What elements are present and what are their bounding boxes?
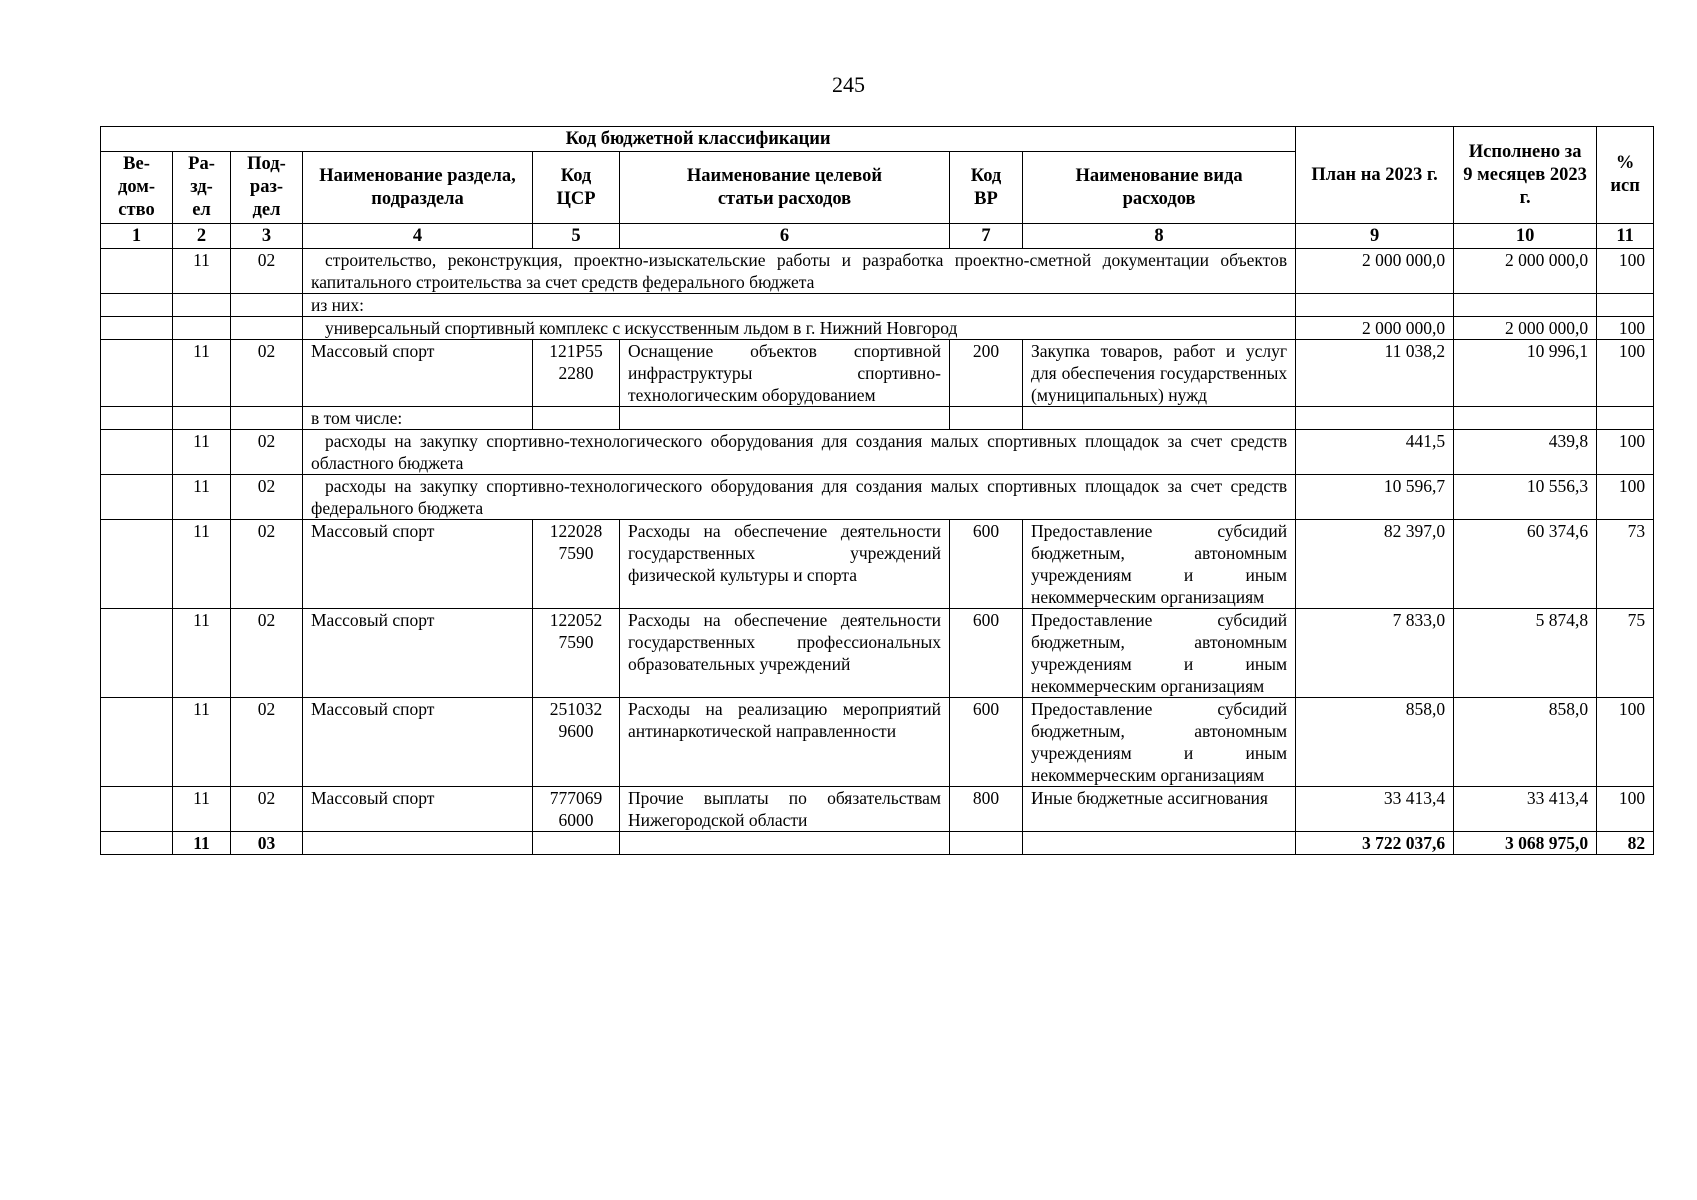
budget-table <box>100 126 1654 855</box>
razdel-cell: 11 <box>173 475 231 520</box>
total-done-cell: 3 068 975,0 <box>1454 832 1597 855</box>
podrazdel-cell: 02 <box>231 249 303 294</box>
kind-cell: Иные бюджетные ассигнования <box>1023 787 1296 832</box>
total-plan-cell: 3 722 037,6 <box>1296 832 1454 855</box>
section-cell: Массовый спорт <box>303 340 533 407</box>
empty-cell <box>1597 294 1654 317</box>
podrazdel-cell: 02 <box>231 787 303 832</box>
podrazdel-cell: 02 <box>231 698 303 787</box>
page-number: 245 <box>832 72 865 97</box>
empty-cell <box>101 317 173 340</box>
percent-cell: 100 <box>1597 340 1654 407</box>
col-number: 7 <box>950 224 1023 249</box>
percent-cell: 73 <box>1597 520 1654 609</box>
article-cell: Расходы на обеспечение деятельности государственных профессиональных образовательных учреждений <box>620 609 950 698</box>
col-number: 10 <box>1454 224 1597 249</box>
done-cell: 10 996,1 <box>1454 340 1597 407</box>
empty-cell <box>101 787 173 832</box>
col-5-header: Код ЦСР <box>533 152 620 224</box>
empty-cell <box>1597 407 1654 430</box>
table-row <box>101 249 1654 294</box>
plan-cell: 82 397,0 <box>1296 520 1454 609</box>
total-razdel-cell: 11 <box>173 832 231 855</box>
article-cell: Расходы на обеспечение деятельности государственных учреждений физической культуры и спорта <box>620 520 950 609</box>
empty-cell <box>1023 407 1296 430</box>
table-row <box>101 475 1654 520</box>
vedomstvo-cell <box>101 249 173 294</box>
empty-cell <box>101 294 173 317</box>
table-row <box>101 520 1654 609</box>
table-row <box>101 317 1654 340</box>
vr-cell: 600 <box>950 698 1023 787</box>
empty-cell <box>231 407 303 430</box>
empty-cell <box>620 832 950 855</box>
plan-cell: 7 833,0 <box>1296 609 1454 698</box>
plan-cell: 10 596,7 <box>1296 475 1454 520</box>
empty-cell <box>101 407 173 430</box>
col-3-header: Под- раз- дел <box>231 152 303 224</box>
col-number: 1 <box>101 224 173 249</box>
plan-cell: 441,5 <box>1296 430 1454 475</box>
section-cell: Массовый спорт <box>303 787 533 832</box>
col-number: 8 <box>1023 224 1296 249</box>
empty-cell <box>950 407 1023 430</box>
podrazdel-cell: 02 <box>231 430 303 475</box>
empty-cell <box>950 832 1023 855</box>
description-cell: из них: <box>303 294 1296 317</box>
razdel-cell: 11 <box>173 609 231 698</box>
percent-cell: 100 <box>1597 317 1654 340</box>
total-podrazdel-cell: 03 <box>231 832 303 855</box>
podrazdel-cell: 02 <box>231 340 303 407</box>
description-cell: универсальный спортивный комплекс с искусственным льдом в г. Нижний Новгород <box>303 317 1296 340</box>
razdel-cell: 11 <box>173 787 231 832</box>
plan-cell: 11 038,2 <box>1296 340 1454 407</box>
vr-cell: 600 <box>950 520 1023 609</box>
percent-cell: 100 <box>1597 787 1654 832</box>
header-group: Код бюджетной классификации <box>101 127 1296 152</box>
empty-cell <box>533 407 620 430</box>
col-1-header: Ве- дом- ство <box>101 152 173 224</box>
csr-cell: 777069 6000 <box>533 787 620 832</box>
empty-cell <box>101 698 173 787</box>
csr-cell: 122052 7590 <box>533 609 620 698</box>
column-number-row <box>101 224 1654 249</box>
empty-cell <box>101 520 173 609</box>
done-cell: 2 000 000,0 <box>1454 317 1597 340</box>
empty-cell <box>533 832 620 855</box>
section-cell: Массовый спорт <box>303 609 533 698</box>
description-cell: строительство, реконструкция, проектно-изыскательские работы и разработка проектно-сметной документации объектов капитального строительства за счет средств федерального бюджета <box>303 249 1296 294</box>
done-cell: 5 874,8 <box>1454 609 1597 698</box>
table-row <box>101 698 1654 787</box>
empty-cell <box>101 475 173 520</box>
razdel-cell: 11 <box>173 249 231 294</box>
total-percent-cell: 82 <box>1597 832 1654 855</box>
razdel-cell: 11 <box>173 520 231 609</box>
csr-cell: 251032 9600 <box>533 698 620 787</box>
kind-cell: Закупка товаров, работ и услуг для обеспечения государственных (муниципальных) нужд <box>1023 340 1296 407</box>
description-cell: расходы на закупку спортивно-технологического оборудования для создания малых спортивных площадок за счет средств федерального бюджета <box>303 475 1296 520</box>
vr-cell: 800 <box>950 787 1023 832</box>
vr-cell: 200 <box>950 340 1023 407</box>
razdel-cell: 11 <box>173 340 231 407</box>
article-cell: Оснащение объектов спортивной инфраструктуры спортивно-технологическим оборудованием <box>620 340 950 407</box>
col-number: 4 <box>303 224 533 249</box>
empty-cell <box>101 430 173 475</box>
col-6-header: Наименование целевой статьи расходов <box>620 152 950 224</box>
empty-cell <box>303 832 533 855</box>
razdel-cell: 11 <box>173 698 231 787</box>
section-cell: в том числе: <box>303 407 533 430</box>
empty-cell <box>1023 832 1296 855</box>
empty-cell <box>1296 407 1454 430</box>
podrazdel-cell: 02 <box>231 520 303 609</box>
col-number: 5 <box>533 224 620 249</box>
kind-cell: Предоставление субсидий бюджетным, автономным учреждениям и иным некоммерческим организациям <box>1023 609 1296 698</box>
empty-cell <box>1296 294 1454 317</box>
empty-cell <box>1454 294 1597 317</box>
description-cell: расходы на закупку спортивно-технологического оборудования для создания малых спортивных площадок за счет средств областного бюджета <box>303 430 1296 475</box>
table-row <box>101 340 1654 407</box>
empty-cell <box>620 407 950 430</box>
table-row <box>101 609 1654 698</box>
kind-cell: Предоставление субсидий бюджетным, автономным учреждениям и иным некоммерческим организациям <box>1023 698 1296 787</box>
done-cell: 858,0 <box>1454 698 1597 787</box>
col-8-header: Наименование вида расходов <box>1023 152 1296 224</box>
plan-cell: 858,0 <box>1296 698 1454 787</box>
section-cell: Массовый спорт <box>303 520 533 609</box>
percent-cell: 100 <box>1597 249 1654 294</box>
vr-cell: 600 <box>950 609 1023 698</box>
empty-cell <box>173 407 231 430</box>
table-row <box>101 787 1654 832</box>
col-7-header: Код ВР <box>950 152 1023 224</box>
total-row <box>101 832 1654 855</box>
article-cell: Расходы на реализацию мероприятий антинаркотической направленности <box>620 698 950 787</box>
empty-cell <box>173 294 231 317</box>
plan-cell: 33 413,4 <box>1296 787 1454 832</box>
razdel-cell: 11 <box>173 430 231 475</box>
csr-cell: 121P55 2280 <box>533 340 620 407</box>
col-4-header: Наименование раздела, подраздела <box>303 152 533 224</box>
col-2-header: Ра- зд- ел <box>173 152 231 224</box>
percent-cell: 100 <box>1597 475 1654 520</box>
percent-cell: 100 <box>1597 698 1654 787</box>
empty-cell <box>231 317 303 340</box>
done-cell: 439,8 <box>1454 430 1597 475</box>
podrazdel-cell: 02 <box>231 475 303 520</box>
done-cell: 33 413,4 <box>1454 787 1597 832</box>
table-row <box>101 407 1654 430</box>
section-cell: Массовый спорт <box>303 698 533 787</box>
done-cell: 2 000 000,0 <box>1454 249 1597 294</box>
article-cell: Прочие выплаты по обязательствам Нижегородской области <box>620 787 950 832</box>
plan-cell: 2 000 000,0 <box>1296 249 1454 294</box>
empty-cell <box>101 609 173 698</box>
col-number: 3 <box>231 224 303 249</box>
csr-cell: 122028 7590 <box>533 520 620 609</box>
done-cell: 60 374,6 <box>1454 520 1597 609</box>
percent-cell: 100 <box>1597 430 1654 475</box>
table-row <box>101 430 1654 475</box>
header-group-row <box>101 127 1654 152</box>
plan-cell: 2 000 000,0 <box>1296 317 1454 340</box>
table-row <box>101 294 1654 317</box>
col-11-header: % исп <box>1597 127 1654 224</box>
col-number: 2 <box>173 224 231 249</box>
empty-cell <box>101 340 173 407</box>
percent-cell: 75 <box>1597 609 1654 698</box>
col-number: 11 <box>1597 224 1654 249</box>
podrazdel-cell: 02 <box>231 609 303 698</box>
empty-cell <box>231 294 303 317</box>
empty-cell <box>1454 407 1597 430</box>
kind-cell: Предоставление субсидий бюджетным, автономным учреждениям и иным некоммерческим организациям <box>1023 520 1296 609</box>
empty-cell <box>101 832 173 855</box>
col-number: 9 <box>1296 224 1454 249</box>
empty-cell <box>173 317 231 340</box>
done-cell: 10 556,3 <box>1454 475 1597 520</box>
col-9-header: План на 2023 г. <box>1296 127 1454 224</box>
col-number: 6 <box>620 224 950 249</box>
col-10-header: Исполнено за 9 месяцев 2023 г. <box>1454 127 1597 224</box>
